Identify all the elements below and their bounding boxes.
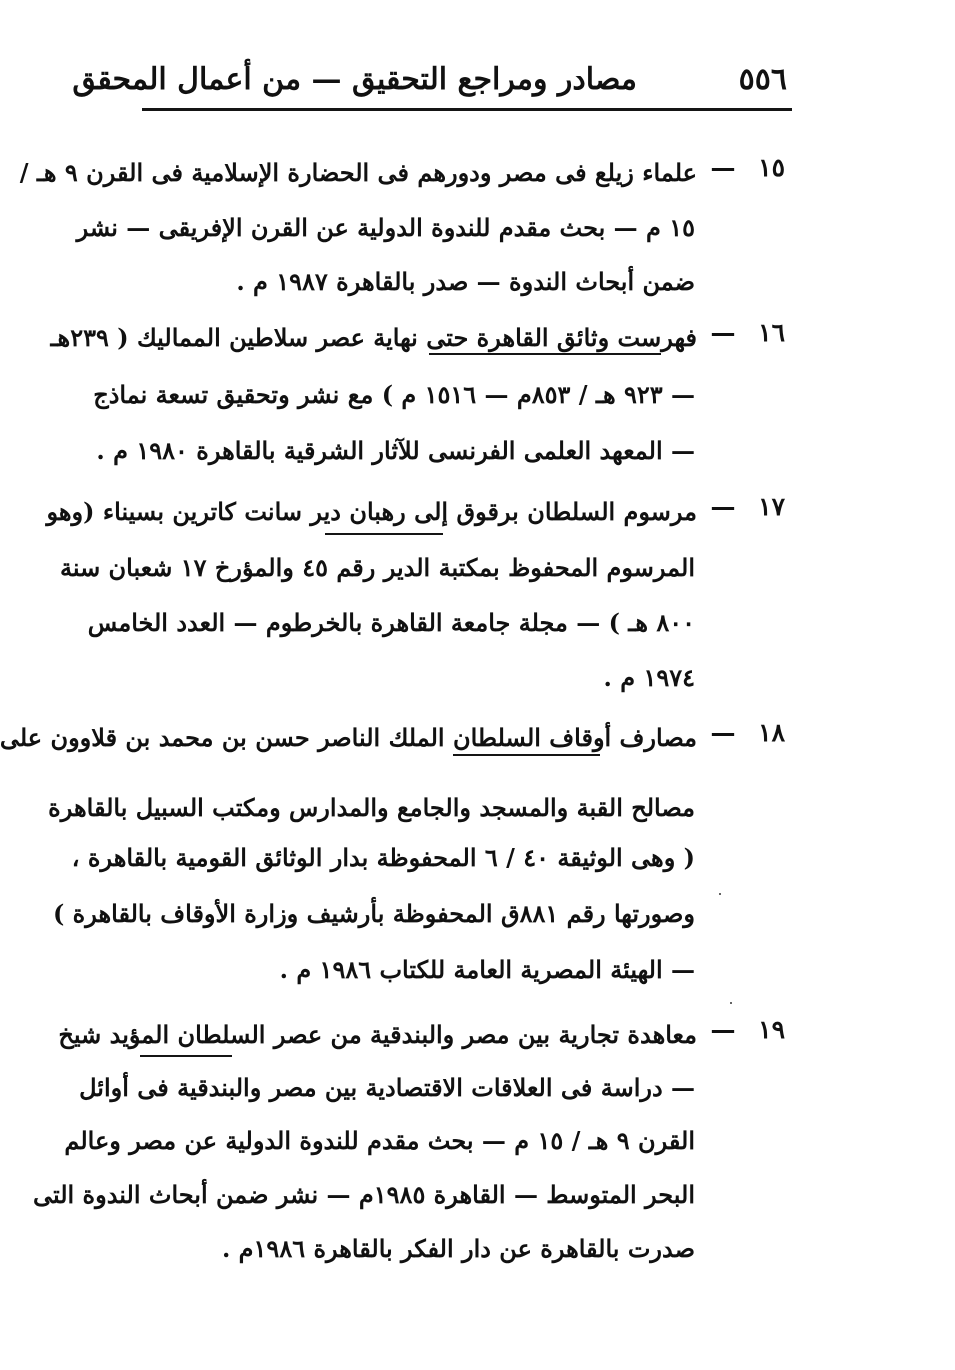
entry-line: — ٩٢٣ هـ / ٨٥٣م — ١٥١٦ م ) مع نشر وتحقيق تسعة نماذج: [93, 380, 695, 409]
entry-number: ١٩: [758, 1015, 785, 1044]
entry-line: صدرت بالقاهرة عن دار الفكر بالقاهرة ١٩٨٦م .: [221, 1234, 695, 1263]
entry-line: مصالح القبة والمسجد والجامع والمدارس ومكتب السبيل بالقاهرة: [48, 793, 695, 822]
entry-line: وصورتها رقم ٨٨١ق المحفوظة بأرشيف وزارة الأوقاف بالقاهرة ): [52, 899, 695, 928]
entry-line: ١٩٧٤ م .: [603, 663, 695, 692]
entry-line: علماء زيلع فى مصر ودورهم فى الحضارة الإسلامية فى القرن ٩ هـ /: [19, 158, 697, 187]
entry-line: مرسوم السلطان برقوق إلى رهبان دير سانت كاترين بسيناء (وهو: [46, 497, 697, 526]
entry-number: ١٨: [758, 718, 785, 747]
bibliography-entry-15: [19, 153, 785, 303]
entry-number: ١٥: [758, 153, 785, 182]
entry-number: ١٦: [758, 318, 785, 347]
underline-mark: [140, 1055, 232, 1057]
entry-line: ١٥ م — بحث مقدم للندوة الدولية عن القرن الإفريقى — نشر: [76, 213, 695, 242]
entry-dash: —: [710, 153, 736, 182]
bibliography-entry-19: [32, 1015, 785, 1280]
entry-line: معاهدة تجارية بين مصر والبندقية من عصر السلطان المؤيد شيخ: [58, 1020, 697, 1049]
page-number: ٥٥٦: [738, 62, 787, 97]
running-title: مصادر ومراجع التحقيق — من أعمال المحقق: [72, 62, 637, 97]
entry-line: البحر المتوسط — القاهرة ١٩٨٥م — نشر ضمن أبحاث الندوة التى: [32, 1180, 695, 1209]
bibliography-entry-18: [0, 718, 785, 993]
underline-mark: [453, 754, 600, 756]
entry-number: ١٧: [758, 492, 785, 521]
paper-speck: [730, 1002, 732, 1004]
entry-line: — المعهد العلمى الفرنسى للآثار الشرقية بالقاهرة ١٩٨٠ م .: [96, 436, 695, 465]
entry-dash: —: [710, 492, 736, 521]
entry-dash: —: [710, 1015, 736, 1044]
entry-line: — الهيئة المصرية العامة للكتاب ١٩٨٦ م .: [279, 955, 695, 984]
entry-line: ٨٠٠ هـ ) — مجلة جامعة القاهرة بالخرطوم — العدد الخامس: [87, 608, 695, 637]
underline-mark: [325, 533, 443, 535]
entry-line: — دراسة فى العلاقات الاقتصادية بين مصر والبندقية فى أوائل: [79, 1073, 695, 1102]
header-divider: [142, 108, 792, 111]
entry-line: مصارف أوقاف السلطان الملك الناصر حسن بن محمد بن قلاوون على: [0, 723, 697, 752]
bibliography-entry-16: [50, 318, 785, 468]
paper-speck: [719, 893, 721, 895]
page-header: [72, 52, 787, 108]
entry-dash: —: [710, 318, 736, 347]
bibliography-entry-17: [46, 492, 785, 702]
entry-line: ضمن أبحاث الندوة — صدر بالقاهرة ١٩٨٧ م .: [236, 267, 695, 296]
entry-line: المرسوم المحفوظ بمكتبة الدير رقم ٤٥ والمؤرخ ١٧ شعبان سنة: [59, 553, 695, 582]
entry-line: ( وهى الوثيقة ٤٠ / ٦ المحفوظة بدار الوثائق القومية بالقاهرة ،: [71, 843, 695, 872]
entry-line: فهرست وثائق القاهرة حتى نهاية عصر سلاطين المماليك ( ٢٣٩هـ: [50, 323, 697, 352]
entry-dash: —: [710, 718, 736, 747]
entry-line: القرن ٩ هـ / ١٥ م — بحث مقدم للندوة الدولية عن مصر وعالم: [64, 1126, 695, 1155]
underline-mark: [429, 353, 661, 355]
